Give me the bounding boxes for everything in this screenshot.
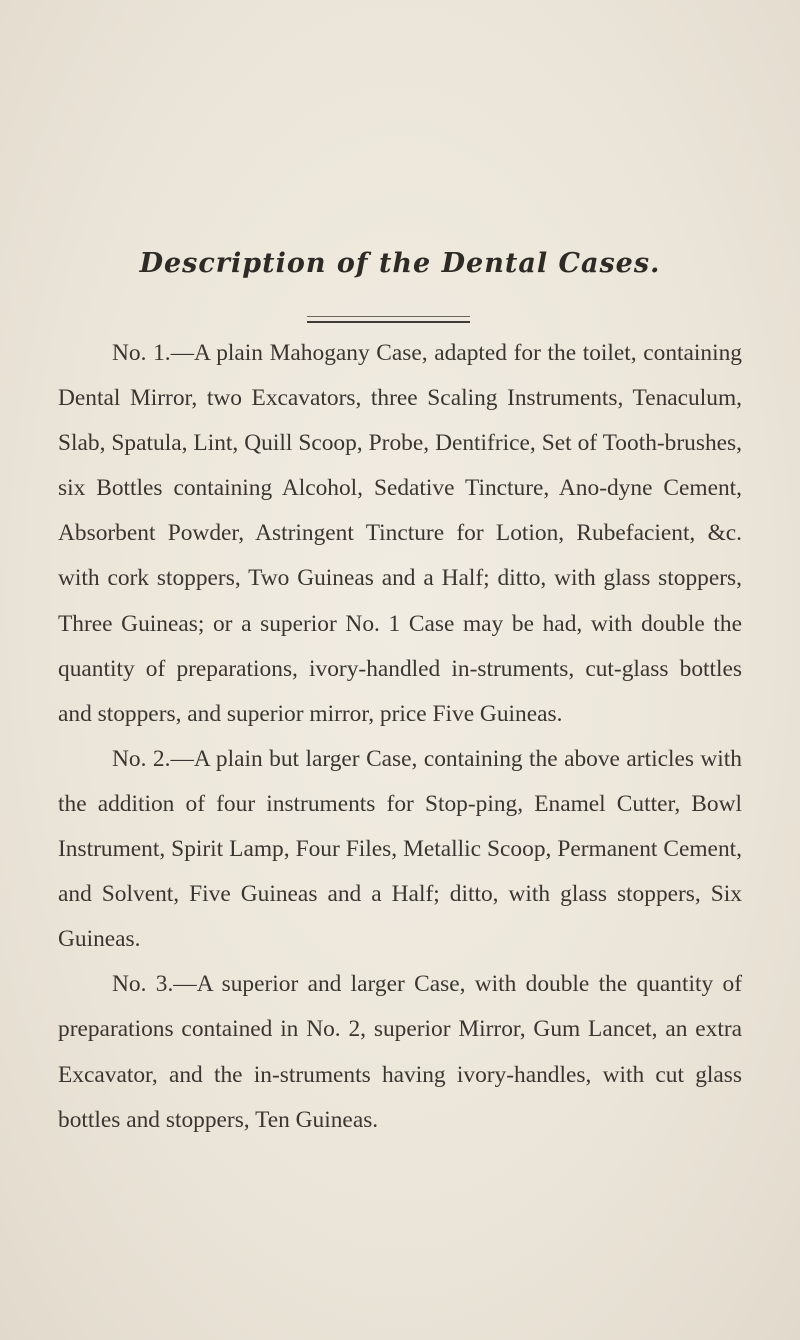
case-no-3-paragraph: No. 3.—A superior and larger Case, with double the quantity of preparations contained in No. 2, superior Mirror, Gum Lancet, an extra Excavator, and the in-struments having ivory-handles, with cut glass bottles and stoppers, Ten Guineas. [58, 971, 742, 1133]
page-title: Description of the Dental Cases. [139, 248, 661, 279]
case-no-1-paragraph: No. 1.—A plain Mahogany Case, adapted for the toilet, containing Dental Mirror, two Excavators, three Scaling Instruments, Tenaculum, Slab, Spatula, Lint, Quill Scoop, Probe, Dentifrice, Set of Tooth-brushes, six Bottles containing Alcohol, Sedative Tincture, Ano-dyne Cement, Absorbent Powder, Astringent Tincture for Lotion, Rubefacient, &c. with cork stoppers, Two Guineas and a Half; ditto, with glass stoppers, Three Guineas; or a superior No. 1 Case may be had, with double the quantity of preparations, ivory-handled in-struments, cut-glass bottles and stoppers, and superior mirror, price Five Guineas. [58, 340, 742, 727]
case-no-2-paragraph: No. 2.—A plain but larger Case, containing the above articles with the addition of four instruments for Stop-ping, Enamel Cutter, Bowl Instrument, Spirit Lamp, Four Files, Metallic Scoop, Permanent Cement, and Solvent, Five Guineas and a Half; ditto, with glass stoppers, Six Guineas. [58, 745, 742, 953]
title-rule-divider [307, 316, 470, 323]
body-text [58, 331, 742, 1143]
